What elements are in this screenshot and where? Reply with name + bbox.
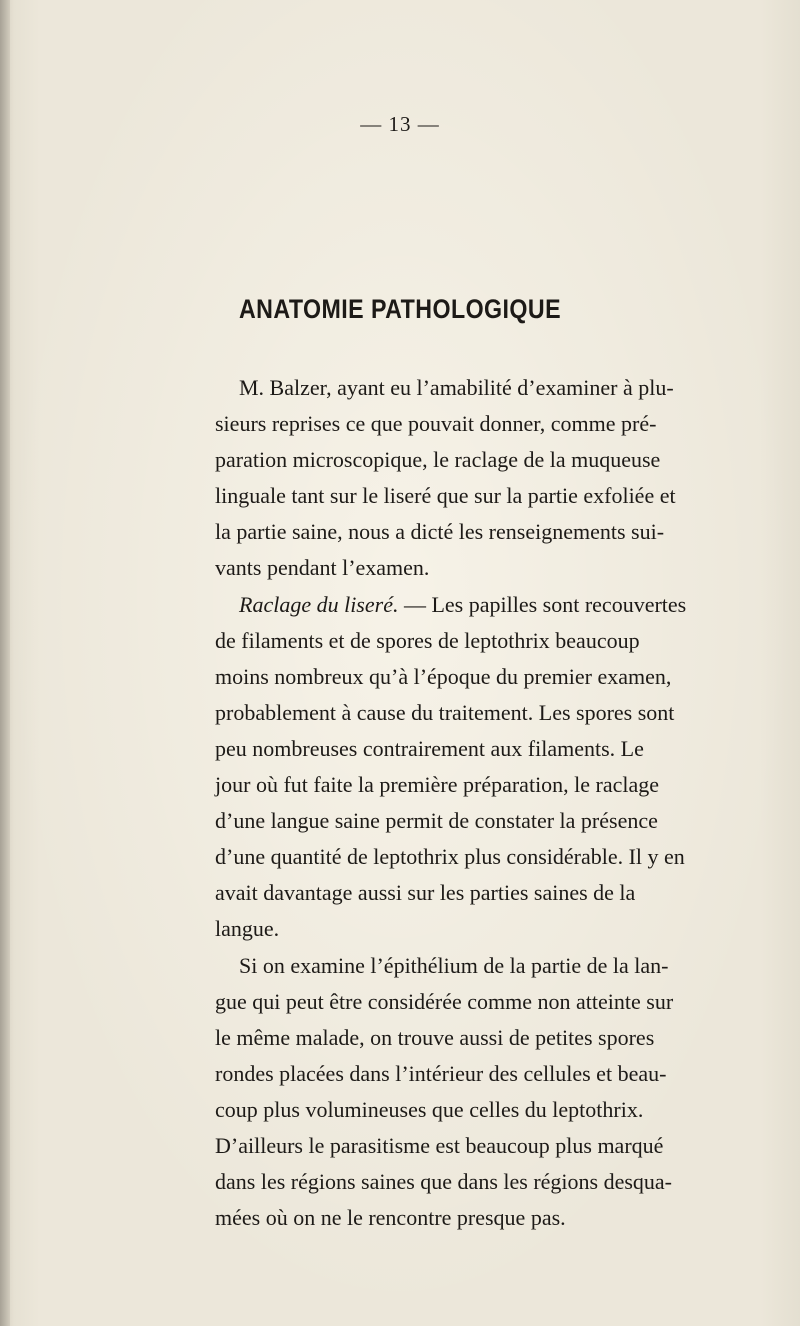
page-binding-edge: [0, 0, 10, 1326]
text-line: M. Balzer, ayant eu l’amabilité d’examiner à plu-: [239, 375, 674, 400]
section-lead-line: [215, 587, 687, 623]
text-line: moins nombreux qu’à l’époque du premier examen,: [215, 663, 672, 689]
text-line: coup plus volumineuses que celles du leptothrix.: [215, 1096, 644, 1122]
text-line: peu nombreuses contrairement aux filaments. Le: [215, 735, 644, 761]
text-line: d’une quantité de leptothrix plus considérable. Il y en: [215, 844, 685, 870]
text-line: avait davantage aussi sur les parties saines de la: [215, 880, 636, 906]
text-line: langue.: [215, 916, 280, 942]
text-line: gue qui peut être considérée comme non atteinte sur: [215, 988, 674, 1014]
text-line: jour où fut faite la première préparation, le raclage: [215, 772, 660, 798]
page-number: — 13 —: [360, 112, 440, 136]
section-lead-title: Raclage du liseré.: [239, 591, 399, 617]
text-line: de filaments et de spores de leptothrix beaucoup: [215, 627, 640, 653]
text-line: paration microscopique, le raclage de la muqueuse: [215, 447, 661, 473]
chapter-heading: ANATOMIE PATHOLOGIQUE: [238, 294, 562, 324]
text-line: linguale tant sur le liseré que sur la partie exfoliée et: [215, 483, 676, 509]
text-line: la partie saine, nous a dicté les renseignements sui-: [215, 519, 665, 545]
text-line: le même malade, on trouve aussi de petites spores: [215, 1024, 655, 1050]
text-line: sieurs reprises ce que pouvait donner, comme pré-: [215, 411, 657, 437]
section-lead-text: — Les papilles sont recouvertes: [398, 591, 687, 617]
text-line: d’une langue saine permit de constater la présence: [215, 808, 658, 834]
text-line: Si on examine l’épithélium de la partie de la lan-: [239, 952, 669, 978]
text-line: vants pendant l’examen.: [215, 555, 430, 581]
text-line: probablement à cause du traitement. Les spores sont: [215, 699, 675, 725]
text-line: rondes placées dans l’intérieur des cellules et beau-: [215, 1060, 667, 1086]
text-line: mées où on ne le rencontre presque pas.: [215, 1205, 566, 1231]
body-text: [215, 370, 687, 1236]
text-line: dans les régions saines que dans les régions desqua-: [215, 1169, 673, 1195]
text-line: D’ailleurs le parasitisme est beaucoup plus marqué: [215, 1132, 664, 1158]
